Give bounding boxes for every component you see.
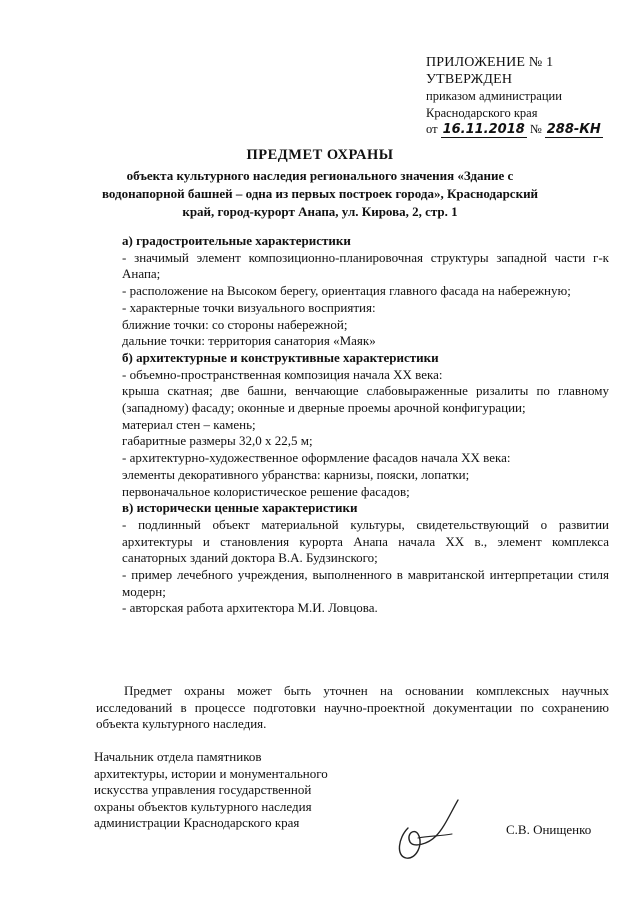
signatory-position [94, 749, 384, 832]
section-b-item-1: - объемно-пространственная композиция начала XX века: [122, 366, 443, 382]
section-c-item-3: - авторская работа архитектора М.И. Ловцова. [122, 600, 378, 616]
number-label: № [529, 122, 542, 136]
position-line-2: архитектуры, истории и монументального [94, 765, 328, 781]
handwritten-number: 288-КН [546, 121, 601, 137]
document-title: ПРЕДМЕТ ОХРАНЫ [246, 147, 394, 163]
appendix-label: ПРИЛОЖЕНИЕ № 1 [426, 55, 554, 70]
handwritten-signature [388, 778, 478, 868]
section-a-heading: а) градостроительные характеристики [122, 233, 351, 248]
closing-paragraph [96, 683, 609, 733]
signer-name: С.В. Онищенко [506, 822, 592, 837]
section-a-item-4: ближние точки: со стороны набережной; [122, 316, 348, 332]
closing-text: Предмет охраны может быть уточнен на основании комплексных научных исследований в процессе подготовки научно-проектной документации по сохранению объекта культурного наследия. [96, 683, 609, 732]
section-b-item-7: первоначальное колористическое решение фасадов; [122, 483, 410, 499]
from-label: от [426, 122, 438, 136]
section-b-item-5: - архитектурно-художественное оформление фасадов начала XX века: [122, 450, 511, 466]
section-a-item-3: - характерные точки визуального восприятия: [122, 299, 376, 315]
document-subtitle: объекта культурного наследия регионального значения «Здание с водонапорной башней – одна из первых построек города», Краснодарский край, город-курорт Анапа, ул. Кирова, 2, стр. 1 [101, 168, 539, 219]
order-line-1: приказом администрации [426, 89, 562, 103]
section-c-item-1: - подлинный объект материальной культуры, свидетельствующий о развитии архитектуры и становления курорта Анапа начала XX в., элемент комплекса санаторных зданий доктора В.А. Будзинского; [122, 516, 609, 566]
section-b-item-4: габаритные размеры 32,0 х 22,5 м; [122, 433, 313, 449]
position-line-5: администрации Краснодарского края [94, 815, 300, 830]
approval-header [426, 55, 626, 138]
section-a-item-2: - расположение на Высоком берегу, ориентация главного фасада на набережную; [122, 283, 571, 299]
approved-label: УТВЕРЖДЕН [426, 71, 513, 87]
document-body [122, 233, 609, 617]
section-a-item-5: дальние точки: территория санатория «Маяк» [122, 333, 376, 349]
position-line-1: Начальник отдела памятников [94, 749, 262, 764]
position-line-3: искусства управления государственной [94, 782, 312, 797]
position-line-4: охраны объектов культурного наследия [94, 798, 312, 814]
order-line-2: Краснодарского края [426, 105, 538, 120]
section-b-item-3: материал стен – камень; [122, 416, 256, 432]
section-b-item-6: элементы декоративного убранства: карнизы, пояски, лопатки; [122, 466, 470, 482]
section-c-heading: в) исторически ценные характеристики [122, 500, 358, 516]
section-a-item-1: - значимый элемент композиционно-планировочная структуры западной части г-к Анапа; [122, 249, 609, 282]
handwritten-date: 16.11.2018 [442, 121, 525, 137]
section-c-item-2: - пример лечебного учреждения, выполненного в мавританской интерпретации стиля модерн; [122, 567, 609, 599]
section-b-item-2: крыша скатная; две башни, венчающие слабовыраженные ризалиты по главному (западному) фасаду; оконные и дверные проемы арочной конфигурации; [122, 383, 609, 416]
section-b-heading: б) архитектурные и конструктивные характеристики [122, 349, 439, 365]
order-date-number [426, 121, 626, 138]
